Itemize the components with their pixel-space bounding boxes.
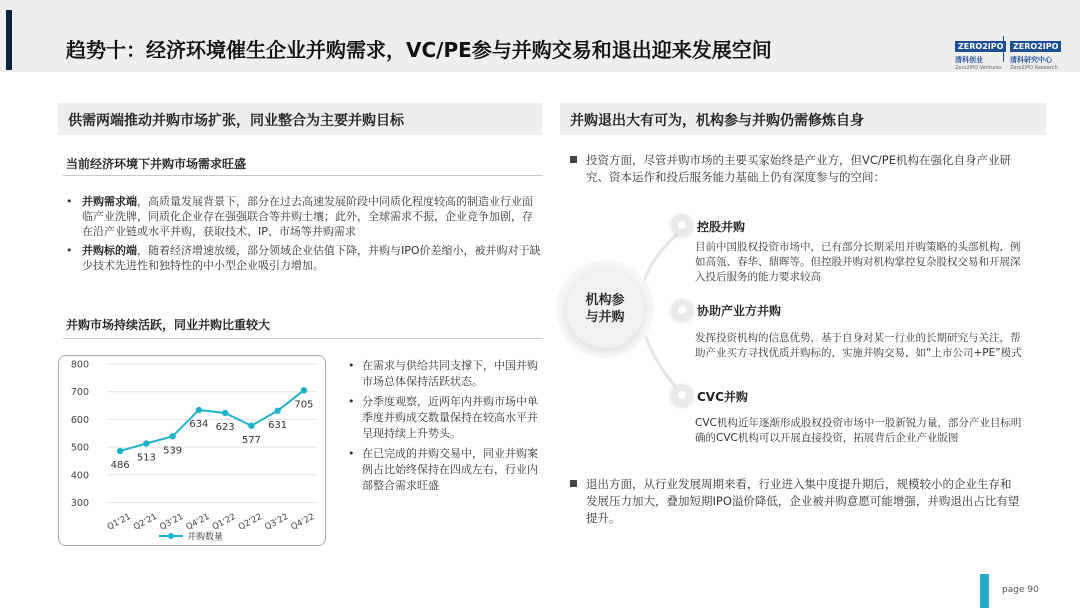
data-point (117, 448, 123, 454)
branch-title-cvc: CVC并购 (697, 390, 748, 404)
data-point (143, 440, 149, 446)
y-tick-label: 700 (70, 387, 89, 399)
investment-paragraph (570, 152, 1020, 186)
data-point (248, 423, 254, 429)
x-tick-label: Q4'22 (289, 511, 317, 533)
branch-body-cvc: CVC机构近年逐渐形成股权投资市场中一股新锐力量，部分产业目标明确的CVC机构可以开展直接投资，拓展背后企业产业版图 (695, 417, 1022, 444)
y-tick-label: 600 (70, 414, 89, 426)
x-tick-label: Q1'22 (210, 511, 238, 533)
x-tick-label: Q2'22 (236, 511, 264, 533)
chart-note-item (348, 446, 544, 494)
section-title-activity: 并购市场持续活跃，同业并购比重较大 (66, 318, 271, 332)
x-tick-label: Q4'21 (184, 511, 212, 533)
bullet-bold: 并购需求端 (82, 195, 137, 208)
chart-note-text: 在需求与供给共同支撑下，中国并购市场总体保持活跃状态。 (362, 359, 538, 388)
logo-en-left: Zero2IPO Ventures (955, 65, 1002, 71)
chart-note-item (348, 358, 544, 390)
data-label: 486 (110, 459, 130, 471)
data-point (196, 407, 202, 413)
branch-title-assist: 协助产业方并购 (697, 304, 782, 318)
ma-count-chart (58, 355, 326, 546)
bullet-text: ，高质量发展背景下，部分在过去高速发展阶段中同质化程度较高的制造业行业面临产业洗牌，同质化企业存在强强联合等并购土壤；此外，全球需求不振，企业竞争加剧，存在沿产业链或水平并购，获取技术、IP、市场等并购需求 (82, 195, 533, 238)
chart-notes (348, 358, 544, 498)
branch-title-holding: 控股并购 (697, 220, 746, 234)
logo-en-right: Zero2IPO Research (1010, 65, 1058, 71)
demand-bullets (64, 194, 542, 277)
chart-note-text: 在已完成的并购交易中，同业并购案例占比始终保持在四成左右，行业内部整合需求旺盛 (362, 447, 538, 492)
hub-label-line1: 机构参 (585, 293, 625, 308)
data-point (222, 410, 228, 416)
logo-box-left: ZERO2IPO (955, 41, 1006, 52)
bullet-dot: • (348, 359, 355, 372)
bullet-text: ，随着经济增速放缓，部分领域企业估值下降，并购与IPO价差缩小，被并购对于缺少技术先进性和独特性的中小型企业吸引力增加。 (82, 244, 541, 272)
data-point (274, 408, 280, 414)
investment-text: 投资方面，尽管并购市场的主要买家始终是产业方，但VC/PE机构在强化自身产业研究、资本运作和投后服务能力基础上仍有深度参与的空间： (586, 153, 1011, 184)
data-point (301, 387, 307, 393)
x-tick-label: Q2'21 (131, 511, 159, 533)
bullet-dot: • (348, 447, 355, 460)
right-panel-title: 并购退出大有可为，机构参与并购仍需修炼自身 (560, 103, 1046, 135)
data-label: 705 (294, 399, 314, 411)
hub-circle (566, 270, 644, 348)
exit-text: 退出方面，从行业发展周期来看，行业进入集中度提升期后，规模较小的企业生存和发展压力加大，叠加短期IPO溢价降低，企业被并购意愿可能增强，并购退出占比有望提升。 (586, 477, 1020, 525)
left-panel-title: 供需两端推动并购市场扩张，同业整合为主要并购目标 (58, 103, 542, 135)
branch-body-assist: 发挥投资机构的信息优势，基于自身对某一行业的长期研究与关注，帮助产业买方寻找优质并购标的，实施并购交易，如“上市公司+PE”模式 (695, 332, 1022, 359)
section-rule-activity (63, 338, 543, 339)
page-title: 趋势十：经济环境催生企业并购需求，VC/PE参与并购交易和退出迎来发展空间 (66, 38, 772, 62)
branch-node-icon (671, 384, 693, 406)
page-label: page (1002, 585, 1025, 595)
y-tick-label: 300 (70, 497, 89, 509)
data-label: 513 (136, 452, 156, 464)
chart-svg (59, 356, 327, 547)
legend-label: 并购数量 (187, 532, 224, 543)
branch-node-icon (671, 299, 693, 321)
x-tick-label: Q3'22 (263, 511, 291, 533)
x-tick-label: Q1'21 (105, 511, 133, 533)
bullet-item (64, 243, 542, 273)
page-number-value: 90 (1027, 585, 1039, 595)
data-label: 634 (189, 418, 209, 430)
chart-note-item (348, 394, 544, 442)
bullet-dot: • (66, 244, 73, 257)
section-title-demand: 当前经济环境下并购市场需求旺盛 (66, 157, 247, 171)
hub-label-line2: 与并购 (585, 310, 625, 325)
bullet-dot: • (66, 195, 73, 208)
logo-box-right: ZERO2IPO (1010, 41, 1061, 52)
bullet-item (64, 194, 542, 239)
x-tick-label: Q3'21 (158, 511, 186, 533)
y-tick-label: 500 (70, 442, 89, 454)
data-label: 539 (163, 445, 183, 457)
logo-cn-left: 清科创业 (955, 56, 983, 64)
y-tick-label: 800 (70, 359, 89, 371)
bullet-dot: • (348, 395, 355, 408)
data-point (169, 433, 175, 439)
data-label: 577 (241, 434, 261, 446)
branch-body-holding: 目前中国股权投资市场中，已有部分长期采用并购策略的头部机构，例如高瓴、春华、鼎晖等。但控股并购对机构掌控复杂股权交易和开展深入投后服务的能力要求较高 (695, 241, 1021, 283)
zero2ipo-ventures-logo (955, 34, 1006, 71)
data-label: 631 (268, 419, 288, 431)
logo-cn-right: 清科研究中心 (1010, 56, 1052, 64)
section-rule-demand (63, 175, 543, 176)
zero2ipo-research-logo (1010, 34, 1061, 71)
chart-note-text: 分季度观察，近两年内并购市场中单季度并购成交数量保持在较高水平并呈现持续上升势头。 (362, 395, 538, 440)
data-label: 623 (215, 422, 235, 434)
square-bullet-icon (570, 480, 577, 487)
header-accent-bar (6, 10, 12, 70)
footer-accent-bar (980, 574, 989, 608)
logo-divider (1003, 36, 1004, 62)
exit-paragraph (570, 476, 1020, 527)
page-number (1002, 585, 1039, 595)
square-bullet-icon (570, 156, 577, 163)
legend-marker (168, 533, 174, 539)
y-tick-label: 400 (70, 470, 89, 482)
bullet-bold: 并购标的端 (82, 244, 137, 257)
branch-node-icon (671, 214, 693, 236)
